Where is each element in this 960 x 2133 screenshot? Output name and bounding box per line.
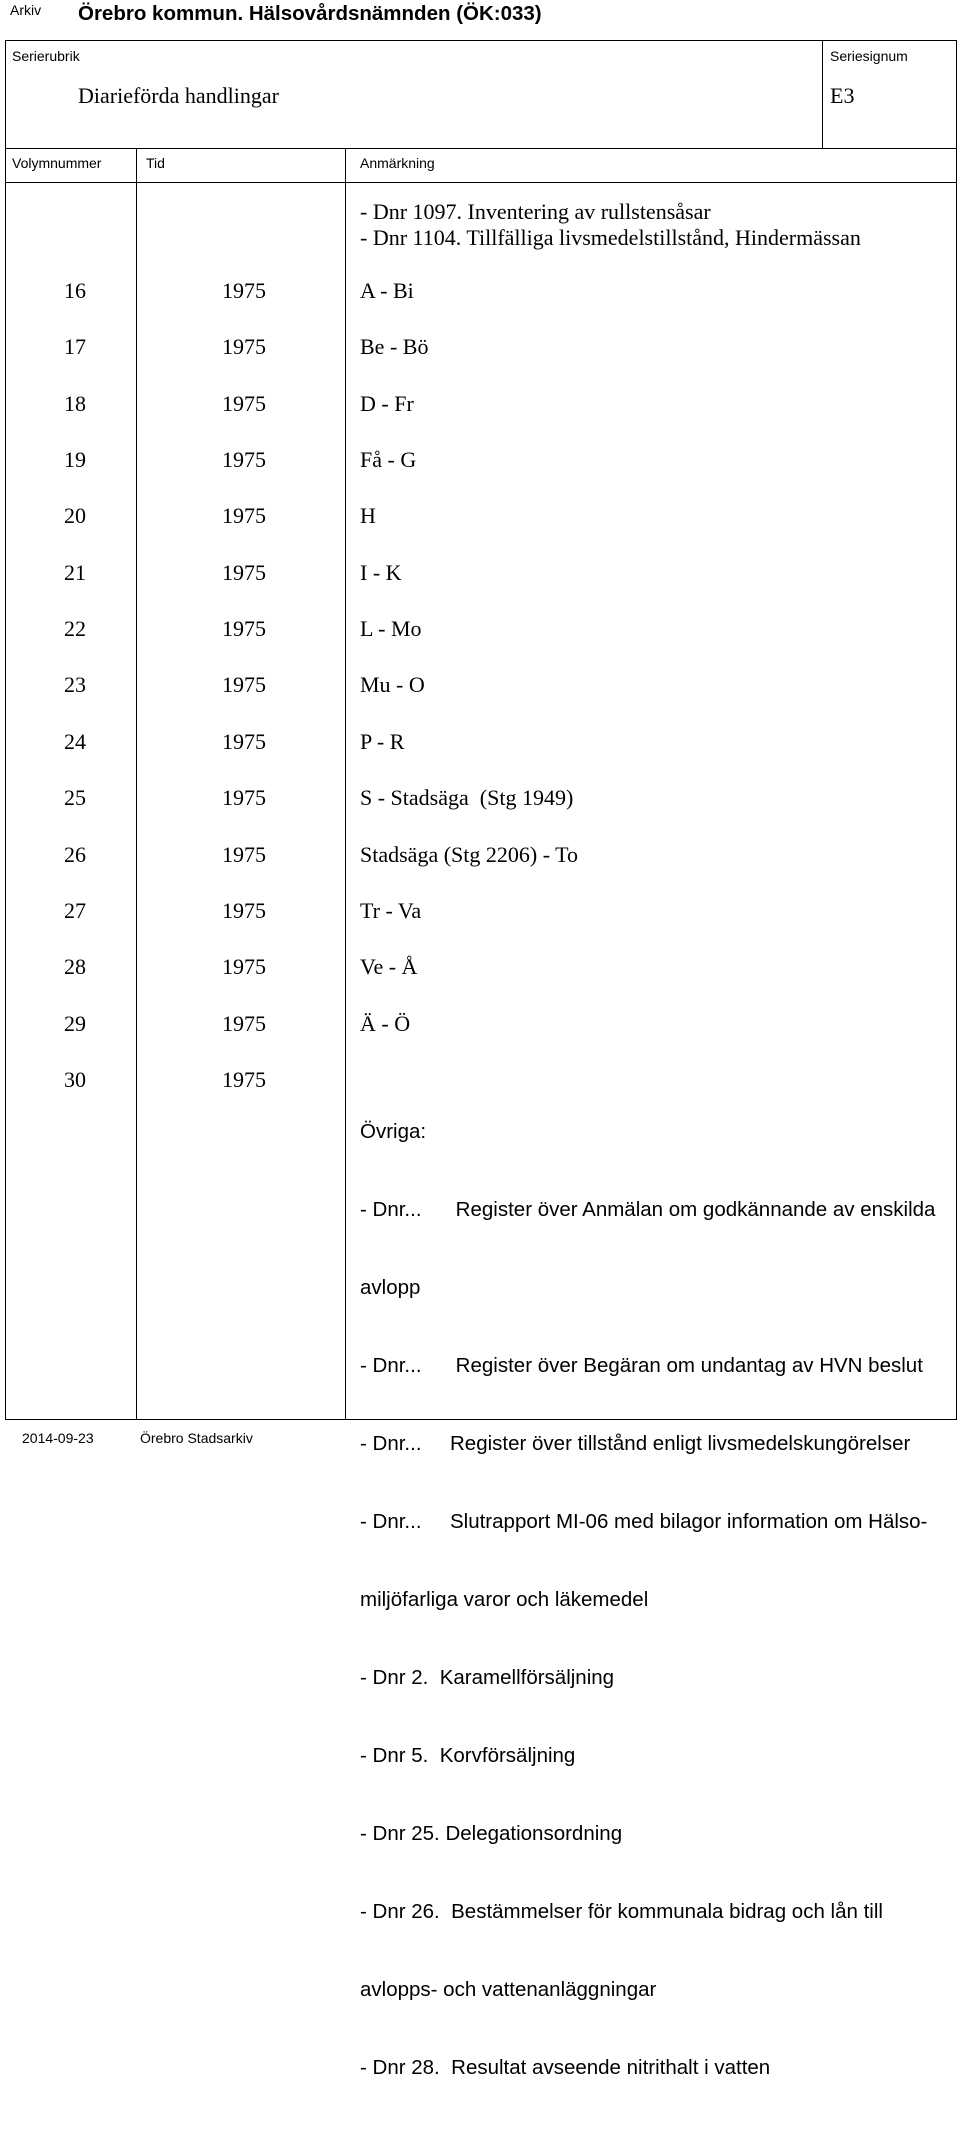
remark-line: - Dnr 1097. Inventering av rullstensåsar [360,199,711,224]
volume-remark: P - R [360,729,405,754]
volume-year: 1975 [222,898,266,923]
table-row [0,729,960,755]
remark-line: - Dnr 28. Resultat avseende nitrithalt i vatten [360,2056,771,2079]
volume-number: 29 [64,1011,86,1036]
remark-line: - Dnr... Register över Begäran om undantag av HVN beslut [360,1354,923,1377]
remark-line: - Dnr 5. Korvförsäljning [360,1744,576,1767]
volume-remark: S - Stadsäga (Stg 1949) [360,785,574,810]
volume-year: 1975 [222,785,266,810]
column-header-remark: Anmärkning [360,155,435,171]
volume-year: 1975 [222,729,266,754]
series-signum-label: Seriesignum [830,48,908,64]
volume-remark: Få - G [360,447,417,472]
table-row [0,560,960,586]
volume-year: 1975 [222,672,266,697]
table-row [0,503,960,529]
volume-remark: Övriga: [360,1120,427,1143]
volume-year: 1975 [222,391,266,416]
remark-line: - Dnr... Register över Anmälan om godkännande av enskilda [360,1198,936,1221]
table-row [0,954,960,980]
table-row [0,1011,960,1037]
remark-line: - Dnr 26. Bestämmelser för kommunala bidrag och lån till [360,1900,883,1923]
series-heading-label: Serierubrik [12,48,80,64]
volume-remark: H [360,503,376,528]
volume-number: 26 [64,842,86,867]
table-row [0,898,960,924]
table-row [0,842,960,868]
volume-remark: L - Mo [360,616,422,641]
table-row [0,672,960,698]
volume-number: 19 [64,447,86,472]
table-row [0,278,960,304]
series-heading: Diarieförda handlingar [78,83,279,108]
series-bottom-rule [5,148,957,149]
volume-remark: I - K [360,560,402,585]
remark-line: avlopps- och vattenanläggningar [360,1978,657,2001]
remark-line: avlopp [360,1276,421,1299]
remark-line: miljöfarliga varor och läkemedel [360,1588,649,1611]
remark-line: - Dnr 25. Delegationsordning [360,1822,623,1845]
volume-remark: Ä - Ö [360,1011,411,1036]
volume-remark: Ve - Å [360,954,418,979]
volume-remark: Tr - Va [360,898,422,923]
table-row [0,785,960,811]
remark-line: - Dnr 2. Karamellförsäljning [360,1666,615,1689]
volume-year: 1975 [222,616,266,641]
volume-year: 1975 [222,278,266,303]
volume-number: 18 [64,391,86,416]
remark-line: - Dnr... Register över tillstånd enligt livsmedelskungörelser [360,1432,911,1455]
archive-title: Örebro kommun. Hälsovårdsnämnden (ÖK:033) [78,2,542,25]
remark-line: - Dnr... Slutrapport MI-06 med bilagor information om Hälso- [360,1510,928,1533]
volume-remark-block [360,1067,935,2133]
series-signum: E3 [830,83,855,108]
volume-number: 27 [64,898,86,923]
series-divider [822,40,823,148]
column-header-rule [5,182,957,183]
volume-year: 1975 [222,1011,266,1036]
volume-number: 16 [64,278,86,303]
column-header-time: Tid [146,155,165,171]
footer-date: 2014-09-23 [22,1430,94,1446]
volume-year: 1975 [222,842,266,867]
table-row [0,391,960,417]
volume-year: 1975 [222,560,266,585]
volume-number: 23 [64,672,86,697]
volume-remark: A - Bi [360,278,414,303]
volume-number: 25 [64,785,86,810]
column-header-volume: Volymnummer [12,155,102,171]
volume-year: 1975 [222,1067,266,1092]
volume-year: 1975 [222,447,266,472]
volume-year: 1975 [222,503,266,528]
table-row [0,334,960,360]
volume-number: 22 [64,616,86,641]
volume-number: 20 [64,503,86,528]
volume-number: 30 [64,1067,86,1092]
volume-year: 1975 [222,954,266,979]
table-row [0,616,960,642]
volume-number: 24 [64,729,86,754]
volume-number: 28 [64,954,86,979]
volume-remark: Mu - O [360,672,425,697]
table-row [0,447,960,473]
archive-label: Arkiv [10,2,42,18]
volume-remark: D - Fr [360,391,414,416]
volume-year: 1975 [222,334,266,359]
footer-archive: Örebro Stadsarkiv [140,1430,253,1446]
remark-line: - Dnr 1104. Tillfälliga livsmedelstillstånd, Hindermässan [360,225,861,250]
volume-number: 17 [64,334,86,359]
volume-remark: Be - Bö [360,334,429,359]
volume-number: 21 [64,560,86,585]
volume-remark: Stadsäga (Stg 2206) - To [360,842,579,867]
continued-remarks [360,199,861,251]
